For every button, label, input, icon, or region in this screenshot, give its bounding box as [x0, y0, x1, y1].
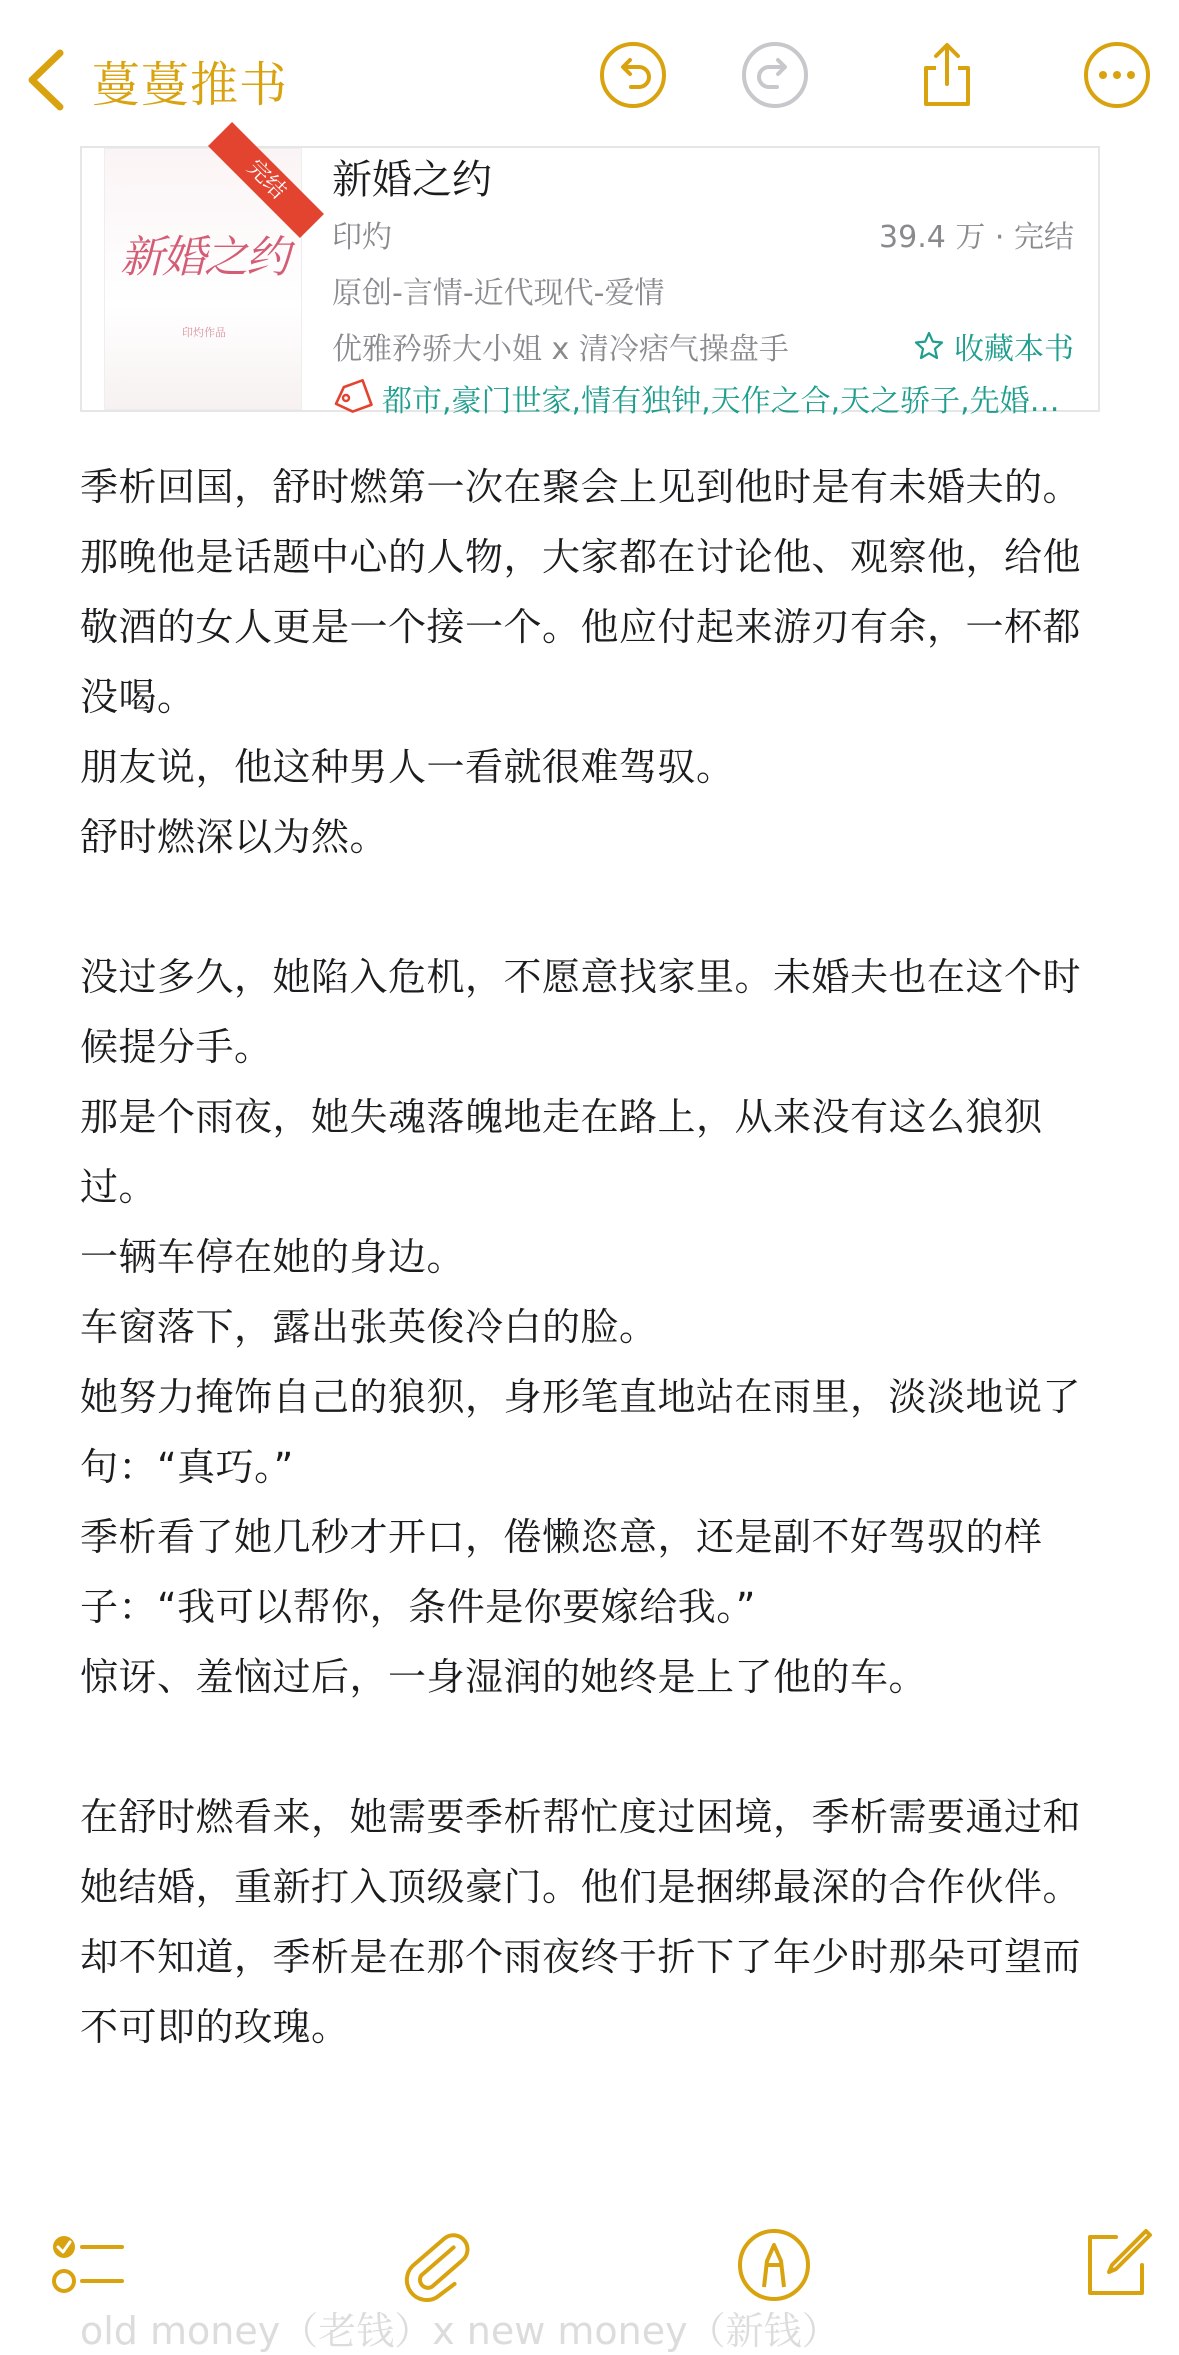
paragraph: 朋友说，他这种男人一看就很难驾驭。 [80, 745, 735, 789]
more-icon [1082, 40, 1152, 110]
paragraph: 那是个雨夜，她失魂落魄地走在路上，从来没有这么狼狈过。 [80, 1095, 1043, 1209]
checklist-icon [50, 2225, 130, 2305]
paperclip-icon [395, 2225, 475, 2305]
paragraph: 季析看了她几秒才开口，倦懒恣意，还是副不好驾驭的样子：“我可以帮你，条件是你要嫁给我。” [80, 1515, 1043, 1629]
book-title: 新婚之约 [332, 157, 492, 203]
redo-button[interactable] [740, 40, 810, 110]
book-tags[interactable] [332, 376, 1092, 420]
attachment-button[interactable] [395, 2225, 475, 2305]
share-button[interactable] [912, 40, 982, 110]
chevron-left-icon [20, 45, 72, 115]
book-tagline: 优雅矜骄大小姐 x 清冷痞气操盘手 [332, 332, 789, 367]
cover-title: 新婚之约 [120, 232, 288, 283]
paragraph: 没过多久，她陷入危机，不愿意找家里。未婚夫也在这个时候提分手。 [80, 955, 1082, 1069]
completed-badge: 完结 [208, 122, 324, 238]
paragraph: 她努力掩饰自己的狼狈，身形笔直地站在雨里，淡淡地说了句：“真巧。” [80, 1375, 1082, 1489]
paragraph: 一辆车停在她的身边。 [80, 1235, 466, 1279]
book-author[interactable]: 印灼 [332, 220, 392, 255]
paragraph: 惊讶、羞恼过后，一身湿润的她终是上了他的车。 [80, 1655, 928, 1699]
collect-button[interactable] [914, 324, 1074, 368]
paragraph: 那晚他是话题中心的人物，大家都在讨论他、观察他，给他敬酒的女人更是一个接一个。他应付起来游刃有余，一杯都没喝。 [80, 535, 1082, 719]
top-nav-bar [0, 0, 1179, 150]
redo-icon [740, 40, 810, 110]
note-body[interactable] [80, 452, 1110, 2062]
paragraph: 在舒时燃看来，她需要季析帮忙度过困境，季析需要通过和她结婚，重新打入顶级豪门。他们是捆绑最深的合作伙伴。 [80, 1795, 1082, 1909]
tag-icon [332, 381, 372, 415]
blank-line [80, 872, 1110, 942]
more-button[interactable] [1082, 40, 1152, 110]
share-icon [912, 40, 982, 110]
compose-icon [1076, 2225, 1156, 2305]
markup-button[interactable] [734, 2225, 814, 2305]
paragraph: 舒时燃深以为然。 [80, 815, 389, 859]
checklist-button[interactable] [50, 2225, 130, 2305]
book-cover[interactable] [104, 148, 302, 410]
paragraph: 季析回国，舒时燃第一次在聚会上见到他时是有未婚夫的。 [80, 465, 1082, 509]
book-category: 原创-言情-近代现代-爱情 [332, 276, 665, 311]
pen-markup-icon [734, 2225, 814, 2305]
tags-text: 都市,豪门世家,情有独钟,天作之合,天之骄子,先婚… [382, 384, 1060, 419]
back-button[interactable] [20, 40, 288, 120]
compose-button[interactable] [1076, 2225, 1156, 2305]
book-card[interactable] [80, 146, 1100, 419]
bottom-toolbar [0, 2190, 1179, 2306]
scrolled-text-line: old money（老钱）x new money（新钱） [80, 2309, 840, 2353]
undo-button[interactable] [598, 40, 668, 110]
collect-label: 收藏本书 [954, 332, 1074, 367]
paragraph: 却不知道，季析是在那个雨夜终于折下了年少时那朵可望而不可即的玫瑰。 [80, 1935, 1082, 2049]
book-stats: 39.4 万 · 完结 [879, 220, 1074, 255]
cover-author: 印灼作品 [182, 326, 226, 339]
paragraph: 车窗落下，露出张英俊冷白的脸。 [80, 1305, 658, 1349]
star-icon [914, 331, 944, 361]
undo-icon [598, 40, 668, 110]
back-label: 蔓蔓推书 [92, 56, 289, 113]
blank-line [80, 1712, 1110, 1782]
